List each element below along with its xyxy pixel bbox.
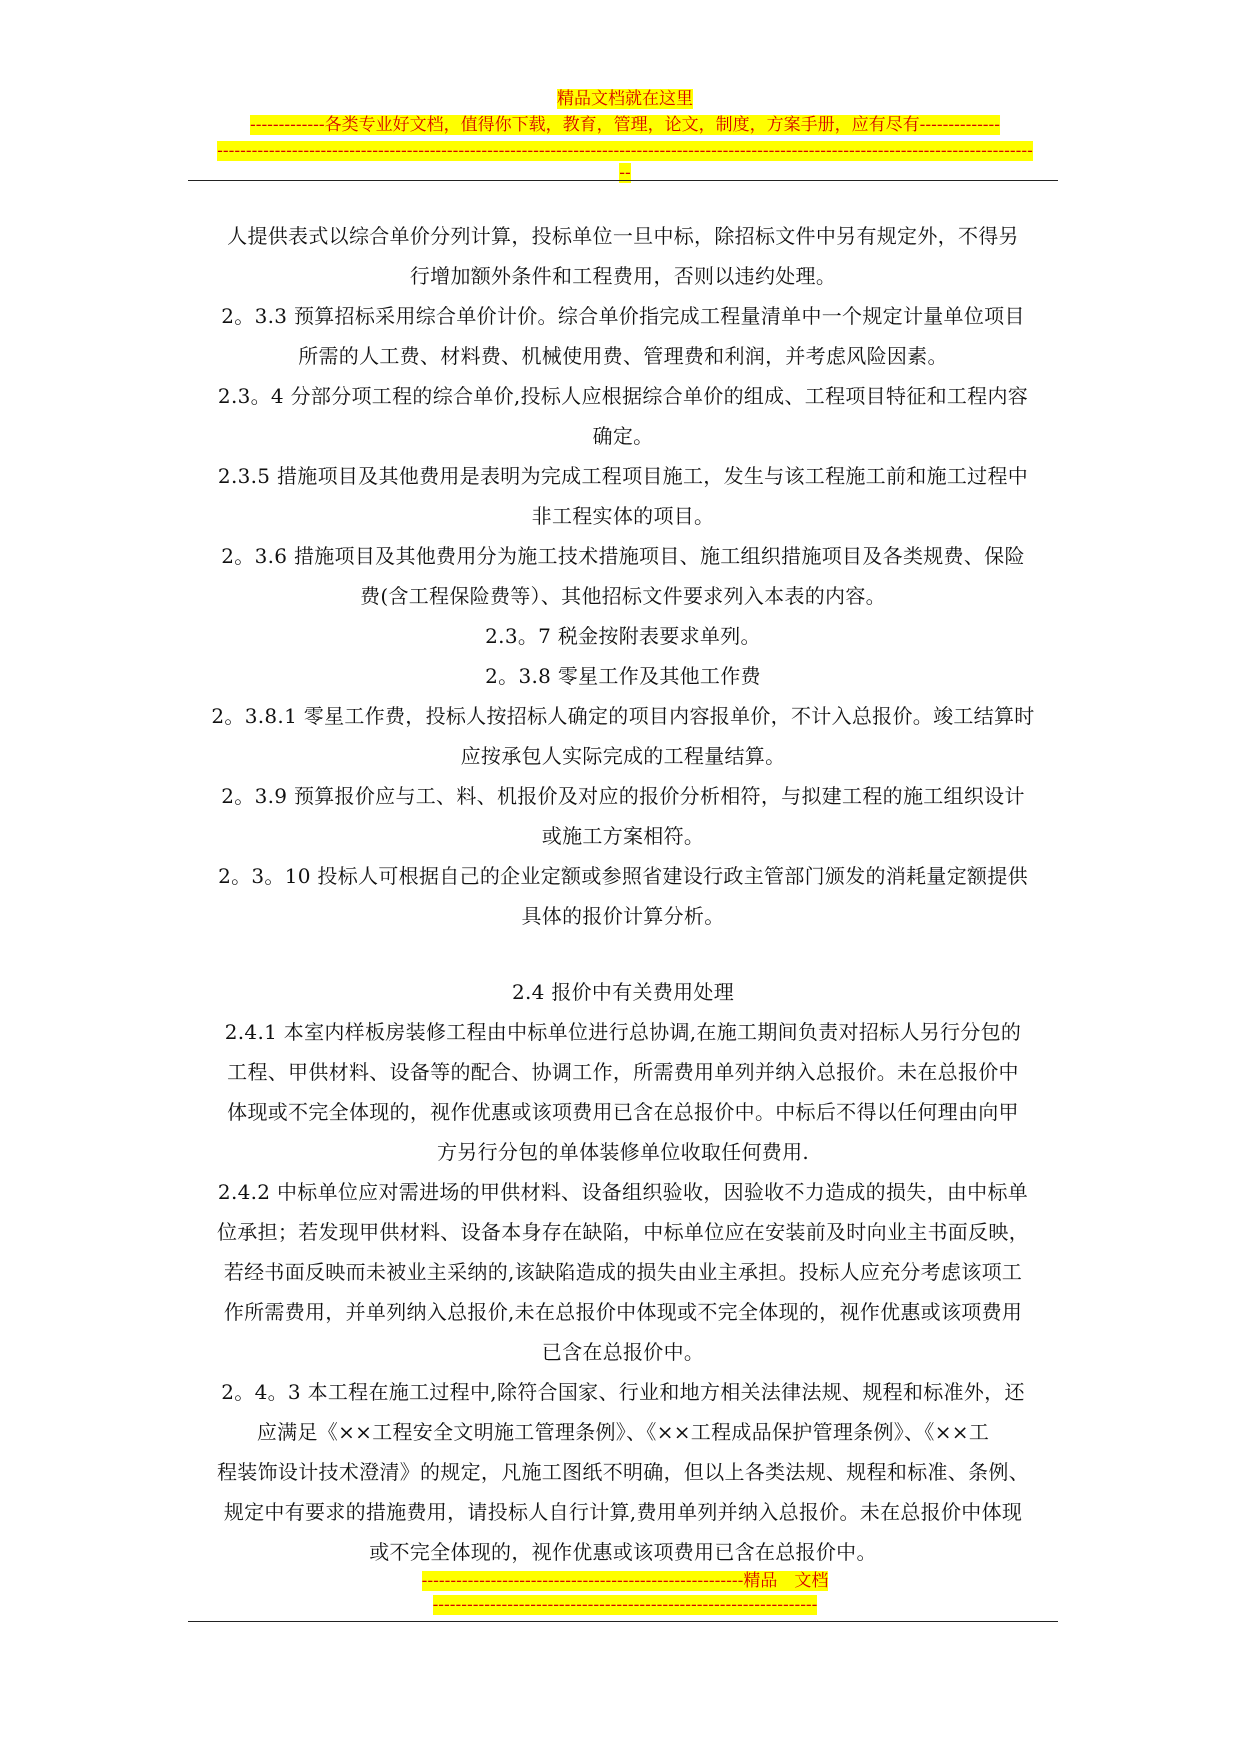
text-line: 若经书面反映而未被业主采纳的,该缺陷造成的损失由业主承担。投标人应充分考虑该项工 [223, 1260, 1023, 1284]
text-line: 2。3.6 措施项目及其他费用分为施工技术措施项目、施工组织措施项目及各类规费、保险 [221, 544, 1025, 568]
text-line: 人提供表式以综合单价分列计算，投标单位一旦中标，除招标文件中另有规定外，不得另 [227, 224, 1019, 248]
text-line: 已含在总报价中。 [541, 1340, 705, 1364]
text-line: 或不完全体现的，视作优惠或该项费用已含在总报价中。 [369, 1540, 877, 1564]
text-line: 程装饰设计技术澄清》的规定，凡施工图纸不明确，但以上各类法规、规程和标准、条例、 [217, 1460, 1029, 1484]
section-heading: 2.4 报价中有关费用处理 [511, 980, 735, 1004]
header-dash-text: ---------------------------------------------------------------------------------------------------------------------------------------------- [217, 141, 1033, 161]
text-line: 具体的报价计算分析。 [521, 904, 725, 928]
text-line: 2.3。7 税金按附表要求单列。 [485, 624, 761, 648]
text-line: 行增加额外条件和工程费用，否则以违约处理。 [409, 264, 837, 288]
text-line: 或施工方案相符。 [541, 824, 705, 848]
text-line: 应按承包人实际完成的工程量结算。 [460, 744, 786, 768]
text-line: 2。3.9 预算报价应与工、料、机报价及对应的报价分析相符，与拟建工程的施工组织设计 [221, 784, 1025, 808]
spacer [188, 936, 1058, 972]
header-dash-tail: -- [619, 163, 631, 183]
text-line: 2.4.2 中标单位应对需进场的甲供材料、设备组织验收，因验收不力造成的损失，由中标单 [217, 1180, 1029, 1204]
text-line: 2。3。10 投标人可根据自己的企业定额或参照省建设行政主管部门颁发的消耗量定额提供 [218, 864, 1028, 888]
text-line: 2。3.3 预算招标采用综合单价计价。综合单价指完成工程量清单中一个规定计量单位项目 [221, 304, 1025, 328]
text-line: 作所需费用，并单列纳入总报价,未在总报价中体现或不完全体现的，视作优惠或该项费用 [223, 1300, 1023, 1324]
text-line: 2。3.8 零星工作及其他工作费 [485, 664, 761, 688]
text-line: 所需的人工费、材料费、机械使用费、管理费和利润，并考虑风险因素。 [298, 344, 948, 368]
text-line: 非工程实体的项目。 [531, 504, 715, 528]
text-line: 2。3.8.1 零星工作费，投标人按招标人确定的项目内容报单价，不计入总报价。竣工结算时 [211, 704, 1035, 728]
header-tagline [190, 114, 1060, 136]
text-line: 费(含工程保险费等）、其他招标文件要求列入本表的内容。 [360, 584, 886, 608]
text-line: 2.3.5 措施项目及其他费用是表明为完成工程项目施工，发生与该工程施工前和施工过程中 [217, 464, 1029, 488]
header-dash-line [190, 140, 1060, 184]
text-line: 方另行分包的单体装修单位收取任何费用. [436, 1140, 810, 1164]
header-tagline-text: -------------各类专业好文档，值得你下载，教育，管理，论文，制度，方案手册，应有尽有-------------- [249, 115, 1001, 135]
text-line: 2.3。4 分部分项工程的综合单价,投标人应根据综合单价的组成、工程项目特征和工程内容 [217, 384, 1029, 408]
footer-dash-text: ------------------------------------------------------------------- [432, 1595, 818, 1615]
footer-rule [188, 1621, 1058, 1622]
text-line: 确定。 [592, 424, 654, 448]
text-line: 2.4.1 本室内样板房装修工程由中标单位进行总协调,在施工期间负责对招标人另行分包的 [224, 1020, 1022, 1044]
text-line: 规定中有要求的措施费用，请投标人自行计算,费用单列并纳入总报价。未在总报价中体现 [223, 1500, 1023, 1524]
text-line: 2。4。3 本工程在施工过程中,除符合国家、行业和地方相关法律法规、规程和标准外，还 [221, 1380, 1025, 1404]
header-rule [188, 180, 1058, 181]
text-line: 体现或不完全体现的，视作优惠或该项费用已含在总报价中。中标后不得以任何理由向甲 [227, 1100, 1019, 1124]
footer-label-text: --------------------------------------------------------精品 文档 [421, 1571, 829, 1591]
header-title [190, 88, 1060, 110]
document-body [188, 216, 1058, 1572]
text-line: 应满足《××工程安全文明施工管理条例》、《××工程成品保护管理条例》、《××工 [256, 1420, 990, 1444]
header-title-text: 精品文档就在这里 [557, 89, 693, 109]
footer-dash-line [190, 1594, 1060, 1616]
footer-label [190, 1570, 1060, 1592]
text-line: 工程、甲供材料、设备等的配合、协调工作，所需费用单列并纳入总报价。未在总报价中 [227, 1060, 1019, 1084]
text-line: 位承担；若发现甲供材料、设备本身存在缺陷，中标单位应在安装前及时向业主书面反映， [217, 1220, 1029, 1244]
